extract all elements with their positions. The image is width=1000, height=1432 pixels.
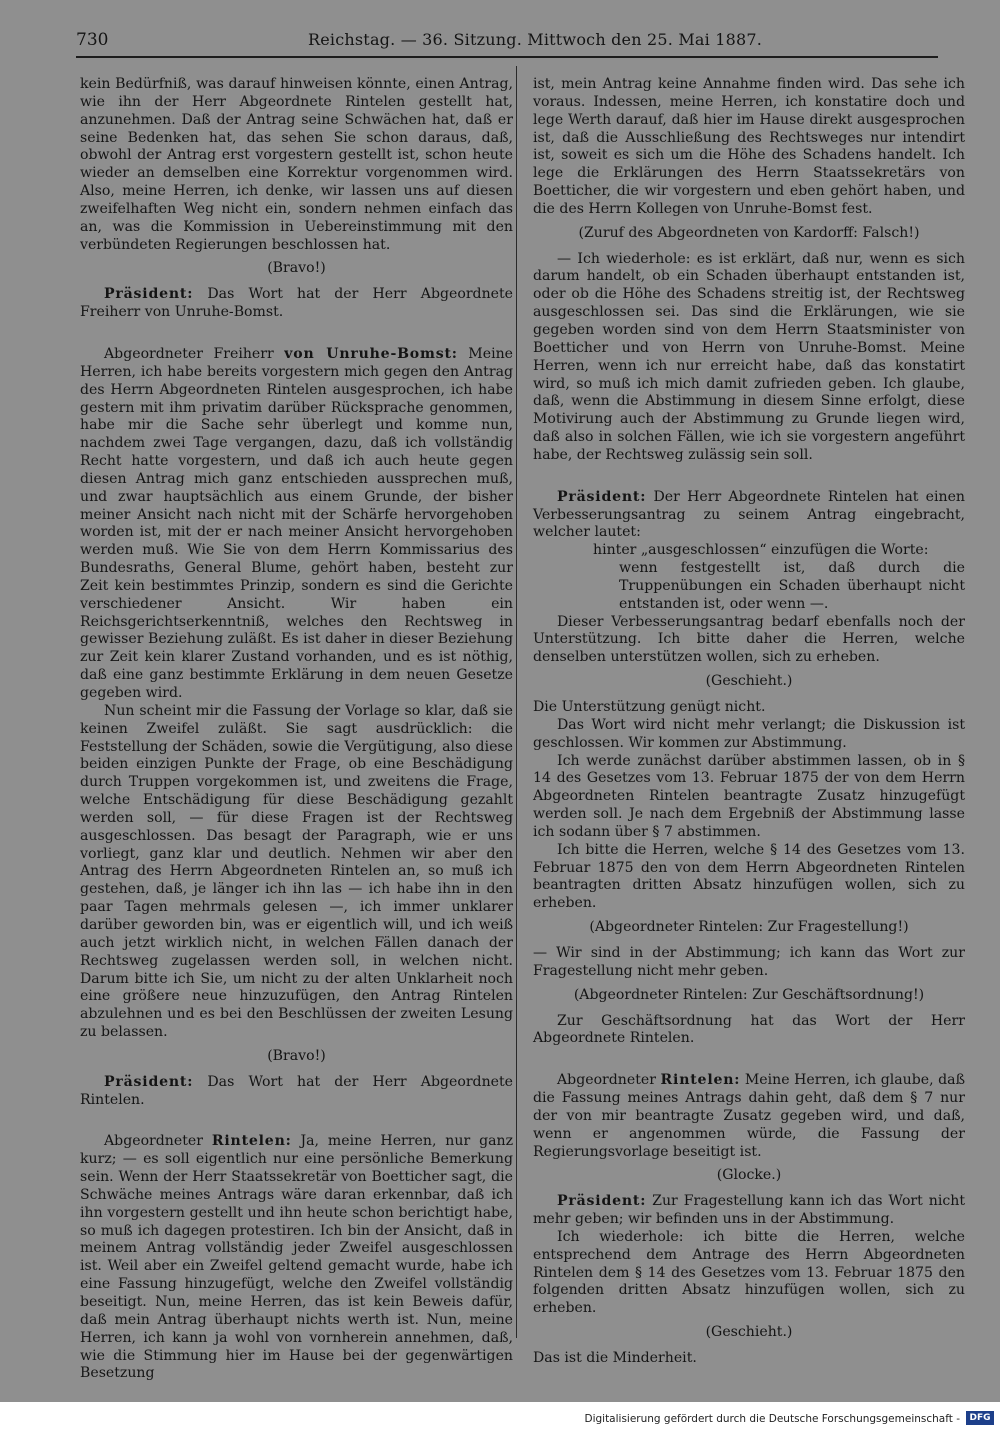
speech-text: Meine Herren, ich glaube, daß die Fassung meines Antrags dahin geht, daß dem § 7 nur der von mir beantragte Zusatz gegeben wird, und daß, wenn er angenommen würde, die Fassung der Regierungsvorlage beseitigt ist. [533, 1072, 965, 1160]
speaker-name: Präsident: [557, 488, 647, 505]
speech-text: Meine Herren, ich habe bereits vorgestern mich gegen den Antrag des Herrn Abgeordneten Rintelen ausgesprochen, ich habe gestern mit ihm privatim darüber Rücksprache genommen, habe mir die Sache sehr überlegt und komme nun, nachdem zwei Tage vergangen, dazu, daß ich vollständig Recht hatte vorgestern, und daß ich auch heute gegen diesen Antrag mich ganz entschieden aussprechen muß, und zwar hauptsächlich aus einem Grunde, der bisher meiner Ansicht nach nicht mit der Schärfe hervorgehoben worden ist, mit der er nach meiner Ansicht hervorgehoben werden muß. Wie Sie von dem Herrn Kommissarius des Bundesraths, General Blume, gehört haben, besteht zur Zeit kein bestimmtes Prinzip, sondern es sind die Gerichte verschiedener Ansicht. Wir haben ein Reichsgerichtserkenntniß, welches den Rechtsweg in gewisser Beziehung zuläßt. Es ist daher in dieser Beziehung zur Zeit kein klarer Zustand vorhanden, und es ist nöthig, daß eine ganz bestimmte Erklärung in dem neuen Gesetze gegeben wird. [80, 345, 514, 701]
interjection: (Zuruf des Abgeordneten von Kardorff: Falsch!) [578, 224, 920, 241]
interjection: (Geschieht.) [705, 673, 793, 690]
speaker-name: Präsident: [557, 1193, 647, 1210]
speaker-name: Rintelen: [211, 1133, 292, 1150]
text-paragraph: Die Unterstützung genügt nicht. [533, 699, 766, 715]
speech-text: Zur Fragestellung kann ich das Wort nicht mehr geben; wir befinden uns in der Abstimmung. [533, 1193, 965, 1228]
header-rule [76, 56, 938, 58]
speech-paragraph [533, 1072, 965, 1161]
text-paragraph: Zur Geschäftsordnung hat das Wort der Herr Abgeordnete Rintelen. [533, 1012, 965, 1047]
right-column [533, 76, 965, 1368]
funding-notice: Digitalisierung gefördert durch die Deutsche Forschungsgemeinschaft - [584, 1413, 960, 1425]
page-number: 730 [76, 30, 109, 50]
interjection: (Abgeordneter Rintelen: Zur Fragestellung!) [589, 919, 909, 936]
speech-paragraph [533, 489, 965, 543]
footer-bar [0, 1406, 1000, 1432]
speaker-name: Präsident: [104, 286, 194, 303]
text-paragraph: Ich wiederhole: ich bitte die Herren, welche entsprechend dem Antrage des Herrn Abgeordneten Rintelen dem § 14 des Gesetzes vom 13. Februar 1875 den folgenden dritten Absatz hinzufügen wollen, sich zu erheben. [533, 1228, 965, 1317]
text-paragraph: — Wir sind in der Abstimmung; ich kann das Wort zur Fragestellung nicht mehr geben. [533, 944, 965, 979]
text-paragraph: Ich bitte die Herren, welche § 14 des Gesetzes vom 13. Februar 1875 den von dem Herrn Abgeordneten Rintelen beantragten dritten Absatz hinzufügen wollen, sich zu erheben. [533, 841, 965, 912]
dfg-logo: DFG [966, 1411, 994, 1425]
left-column [80, 76, 513, 1383]
speech-text: Das Wort hat der Herr Abgeordnete Freiherr von Unruhe-Bomst. [80, 286, 513, 321]
speech-paragraph [80, 286, 513, 322]
interjection: (Geschieht.) [705, 1324, 793, 1341]
amendment-text: wenn festgestellt ist, daß durch die Truppenübungen ein Schaden überhaupt nicht entstanden ist, oder wenn —. [619, 560, 965, 612]
interjection: (Glocke.) [716, 1167, 782, 1184]
interjection: (Bravo!) [267, 1047, 326, 1064]
speaker-name: Rintelen: [660, 1072, 741, 1089]
text-paragraph: Das ist die Minderheit. [533, 1350, 697, 1366]
text-paragraph: Nun scheint mir die Fassung der Vorlage so klar, daß sie keinen Zweifel zuläßt. Sie sagt ausdrücklich: die Feststellung der Schäden, sowie die Vergütigung, also diese beiden einzigen Punkte der Frage, ob eine Beschädigung durch Truppen vorgekommen ist, und zweitens die Frage, welche Entschädigung für diese Beschädigung gezahlt werden soll, — für diese Fragen ist der Rechtsweg ausgeschlossen. Das besagt der Paragraph, wie er uns vorliegt, ganz klar und deutlich. Nehmen wir aber den Antrag des Herrn Abgeordneten Rintelen an, so muß ich gestehen, daß, je länger ich ihn las — ich habe ihn in den paar Tagen mehrmals gelesen —, ich immer unklarer darüber geworden bin, was er eigentlich will, und ich weiß auch jetzt wirklich nicht, in welchen Fällen danach der Rechtsweg zugelassen werden soll, in welchen nicht. Darum bitte ich Sie, um nicht zu der alten Unklarheit noch eine größere neue hinzuzufügen, den Antrag Rintelen abzulehnen und es bei den Beschlüssen der zweiten Lesung zu belassen. [80, 702, 513, 1041]
running-head: Reichstag. — 36. Sitzung. Mittwoch den 25. Mai 1887. [308, 30, 763, 49]
text-paragraph: — Ich wiederhole: es ist erklärt, daß nur, wenn es sich darum handelt, ob ein Schaden überhaupt entstanden ist, oder ob die Höhe des Schadens streitig ist, der Rechtsweg ausgeschlossen sei. Das sind die Erklärungen, wie sie gegeben worden sind von dem Herrn Staatsminister von Boetticher und von Herrn von Unruhe-Bomst. Meine Herren, wenn ich nur erreicht habe, daß das konstatirt wird, so muß ich mich damit zufrieden geben. Ich glaube, daß, wenn die Abstimmung in diesem Sinne erfolgt, diese Motivirung auch der Abstimmung zu Grunde liegen wird, daß also in solchen Fällen, wie ich sie vorgestern angeführt habe, der Rechtsweg zulässig sein soll. [533, 250, 965, 463]
speech-paragraph [80, 1074, 513, 1110]
interjection: (Bravo!) [267, 260, 326, 277]
column-divider [516, 66, 517, 1338]
speech-text: Das Wort hat der Herr Abgeordnete Rintelen. [80, 1073, 513, 1108]
speaker-title: Abgeordneter [104, 1133, 212, 1150]
text-paragraph: kein Bedürfniß, was darauf hinweisen könnte, einen Antrag, wie ihn der Herr Abgeordnete Rintelen gestellt hat, anzunehmen. Daß der Antrag seine Schwächen hat, daß er seine Bedenken hat, das sehen Sie schon daraus, daß, obwohl der Antrag erst vorgestern gestellt ist, schon heute wieder an demselben eine Korrektur vorgenommen wird. Also, meine Herren, ich denke, wir lassen uns auf diesen zweifelhaften Weg nicht ein, sondern nehmen einfach das an, was die Kommission in Uebereinstimmung mit den verbündeten Regierungen beschlossen hat. [80, 76, 513, 253]
speech-text: Ja, meine Herren, nur ganz kurz; — es soll eigentlich nur eine persönliche Bemerkung sein. Wenn der Herr Staatssekretär von Boetticher sagt, die Schwäche meines Antrags wäre daran erkennbar, daß ich ihn vorgestern gestellt und ihn heute schon berichtigt habe, so muß ich dagegen protestiren. Ich bin der Ansicht, daß in meinem Antrag vollständig jeder Zweifel ausgeschlossen ist. Weil aber ein Zweifel geltend gemacht wurde, habe ich eine Fassung hinzugefügt, welche den Zweifel vollständig beseitigt. Nun, meine Herren, das ist kein Beweis dafür, daß mein Antrag überhaupt nichts werth ist. Nun, meine Herren, ich kann ja wohl von vornherein annehmen, daß, wie die Stimmung hier im Hause bei der gegenwärtigen Besetzung [80, 1133, 514, 1382]
speaker-name: Präsident: [104, 1073, 194, 1090]
interjection: (Abgeordneter Rintelen: Zur Geschäftsordnung!) [573, 986, 925, 1003]
speaker-name: von Unruhe-Bomst: [284, 345, 458, 362]
speech-paragraph [80, 1133, 513, 1383]
text-paragraph: Ich werde zunächst darüber abstimmen lassen, ob in § 14 des Gesetzes vom 13. Februar 1875 der von dem Herrn Abgeordneten Rintelen beantragte Zusatz hinzugefügt werden soll. Je nach dem Ergebniß der Abstimmung lasse ich sodann über § 7 abstimmen. [533, 752, 965, 840]
text-paragraph: ist, mein Antrag keine Annahme finden wird. Das sehe ich voraus. Indessen, meine Herren, ich konstatire doch und lege Werth darauf, daß hier im Hause direkt ausgesprochen ist, daß die Ausschließung des Rechtsweges nur intendirt ist, soweit es sich um die Höhe des Schadens handelt. Ich lege die Erklärungen des Herrn Staatssekretärs von Boetticher, die wir vorgestern und eben gehört haben, und die des Herrn Kollegen von Unruhe-Bomst fest. [533, 76, 965, 217]
amendment-text: hinter „ausgeschlossen“ einzufügen die Worte: [593, 542, 929, 559]
speaker-title: Abgeordneter [557, 1072, 661, 1089]
text-paragraph: Dieser Verbesserungsantrag bedarf ebenfalls noch der Unterstützung. Ich bitte daher die Herren, welche denselben unterstützen wollen, sich zu erheben. [533, 613, 965, 666]
text-paragraph: Das Wort wird nicht mehr verlangt; die Diskussion ist geschlossen. Wir kommen zur Abstimmung. [533, 716, 965, 751]
page-header [76, 30, 938, 54]
speech-text: Der Herr Abgeordnete Rintelen hat einen Verbesserungsantrag zu seinem Antrag eingebracht, welcher lautet: [533, 488, 965, 541]
speaker-title: Abgeordneter Freiherr [104, 345, 285, 362]
speech-paragraph [533, 1193, 965, 1229]
speech-paragraph [80, 346, 513, 703]
